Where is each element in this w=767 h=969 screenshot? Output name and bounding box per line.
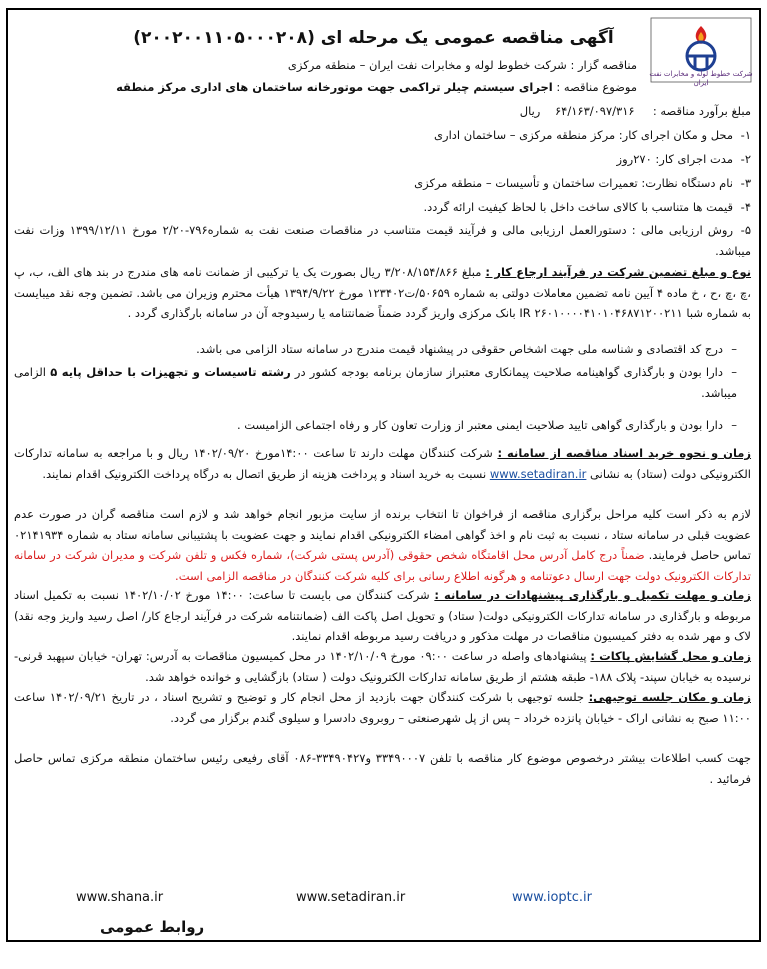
list-item: ۵-روش ارزیابی مالی : دستورالعمل ارزیابی مالی و فرآیند قیمت متناسب در مناقصات صنعت نفت به شماره۷۹۶-۲/۲۰ مورخ ۱۳۹۹/۱۲/۱۱ وزات نفت میباشد. — [14, 223, 752, 258]
bullet-item: –درج کد اقتصادی و شناسه ملی جهت اشخاص حقوقی در پیشنهاد قیمت مندرج در سامانه ستاد الزامی می باشد. — [196, 342, 737, 356]
list-item: ۲-مدت اجرای کار: ۲۷۰روز — [616, 152, 751, 166]
list-item: ۴-قیمت ها متناسب با کالای ساخت داخل با لحاظ کیفیت ارائه گردد. — [423, 200, 751, 214]
tender-subject: موضوع مناقصه : اجرای سیستم چیلر تراکمی جهت موتورخانه ساختمان های اداری مرکز منطقه — [116, 80, 637, 94]
briefing-section: زمان و مکان جلسه توجیهی: جلسه توجیهی با شرکت کنندگان جهت بازدید از محل انجام کار و توضیح و تشریح اسناد ، در تاریخ ۱۴۰۲/۰۹/۲۱ ساعت ۱۱:۰۰ صبح به نشانی اراک - خیابان پانزده خرداد – پس از پل شهرصنعتی – روبروی دادسرا و سیلوی گندم برگزار می گردد. — [14, 690, 751, 725]
bullet-item: –دارا بودن و بارگذاری گواهی تایید صلاحیت ایمنی معتبر از وزارت تعاون کار و رفاه اجتماعی الزامیست . — [236, 418, 737, 432]
setadiran-footer-link[interactable]: www.setadiran.ir — [296, 890, 406, 905]
contact-note: جهت کسب اطلاعات بیشتر درخصوص موضوع کار مناقصه با تلفن ۳۳۴۹۰۰۰۷ و۳۳۴۹۰۴۲۷-۰۸۶ آقای رفیعی رئیس ساختمان منطقه مرکزی تماس حاصل فرمائید . — [14, 751, 751, 786]
estimated-amount: مبلغ برآورد مناقصه : ۶۴/۱۶۳/۰۹۷/۳۱۶ ریال — [519, 104, 751, 118]
bullet-item: –دارا بودن و بارگذاری گواهینامه صلاحیت پیمانکاری معتبراز سازمان برنامه بودجه کشور در رشته تاسیسات و تجهیزات با حداقل پایه ۵ الزامی میباشد. — [14, 365, 738, 400]
list-item: ۱-محل و مکان اجرای کار: مرکز منطقه مرکزی – ساختمان اداری — [434, 128, 751, 142]
public-relations-signature: روابط عمومی — [100, 918, 205, 936]
shana-link[interactable]: www.shana.ir — [76, 890, 164, 905]
purchase-section: زمان و نحوه خرید اسناد مناقصه از سامانه : شرکت کنندگان مهلت دارند تا ساعت ۱۴:۰۰مورخ ۱۴۰۲/۰۹/۲۰ ریال و با مراجعه به سامانه تدارکات الکترونیکی دولت (ستاد) به نشانی www.setadiran.ir نسبت به خرید اسناد و پرداخت هزینه از طریق اتصال به درگاه پرداخت الکترونیک اقدام نمایند. — [14, 446, 752, 481]
list-item: ۳-نام دستگاه نظارت: تعمیرات ساختمان و تأسیسات – منطقه مرکزی — [414, 176, 751, 190]
setadiran-link[interactable]: www.setadiran.ir — [489, 466, 587, 481]
guarantee-section: نوع و مبلغ تضمین شرکت در فرآیند ارجاع کار : مبلغ ۳/۲۰۸/۱۵۴/۸۶۶ ریال بصورت یک یا ترکیبی از ضمانت نامه های مندرج در بند های الف، ب، پ ،چ ،چ ،ح ، خ ماده ۴ آیین نامه تضمین معاملات دولتی به شماره ۵۰۶۵۹/ت۱۲۳۴۰۲ مورخ ۱۳۹۴/۹/۲۲ هیأت محترم وزیران می باشد. تضمین وجه نقد میبایست به شماره شبا IR ۲۶۰۱۰۰۰۰۴۱۰۱۰۴۶۸۷۱۲۰۰۲۱۱ بانک مرکزی واریز گردد ضمناً ضمانتنامه یا رسیدوجه آن در سامانه بارگذاری گردد . — [14, 265, 752, 320]
submission-section: زمان و مهلت تکمیل و بارگذاری پیشنهادات در سامانه : شرکت کنندگان می بایست تا ساعت: ۱۴:۰۰ مورخ ۱۴۰۲/۱۰/۰۲ نسبت به تکمیل اسناد مربوطه و بارگذاری در سامانه تدارکات الکترونیکی دولت( ستاد) و تحویل اصل پاکت الف (ضمانتنامه شرکت در فرآیند ارجاع کار/ اصل رسید واریز وجه نقد) لاک و مهر شده به دفتر کمیسیون مناقصات در مهلت مذکور و دریافت رسید مربوطه اقدام نمایند. — [14, 588, 751, 643]
registration-note: لازم به ذکر است کلیه مراحل برگزاری مناقصه از فراخوان تا انتخاب برنده از سایت مزبور انجام خواهد شد و لازم است مناقصه گران در صورت عدم عضویت قبلی در سامانه ستاد ، نسبت به ثبت نام و اخذ گواهی امضاء الکترونیکی اقدام نمایند و جهت عضویت با پشتیبانی سامانه ستاد به شماره ۰۲۱۴۱۹۳۴ تماس حاصل فرمایند. ضمناً درج کامل آدرس محل اقامتگاه شخص حقوقی (آدرس پستی شرکت)، شماره فکس و تلفن شرکت و مدیران شرکت در سامانه تدارکات الکترونیک دولت جهت ارسال دعوتنامه و هرگونه اطلاع رسانی برای کلیه شرکت کنندگان در مناقصه الزامی است. — [14, 507, 752, 583]
opening-section: زمان و محل گشایش پاکات : پیشنهادهای واصله در ساعت ۰۹:۰۰ مورخ ۱۴۰۲/۱۰/۰۹ در محل کمیسیون مناقصات به آدرس: تهران- خیابان سپهبد قرنی- نرسیده به خیابان سپند- پلاک ۱۸۸- طبقه هشتم از طریق سامانه تدارکات الکترونیک دولت ( ستاد) بازگشایی و خوانده خواهد شد. — [14, 649, 752, 684]
logo-caption: شرکت خطوط لوله و مخابرات نفت ایران — [649, 70, 753, 87]
tender-organizer: مناقصه گزار : شرکت خطوط لوله و مخابرات نفت ایران – منطقه مرکزی — [287, 58, 637, 72]
notice-title: آگهی مناقصه عمومی یک مرحله ای (۲۰۰۲۰۰۱۱۰۵۰۰۰۲۰۸) — [133, 28, 614, 48]
ioptc-link[interactable]: www.ioptc.ir — [512, 890, 592, 905]
